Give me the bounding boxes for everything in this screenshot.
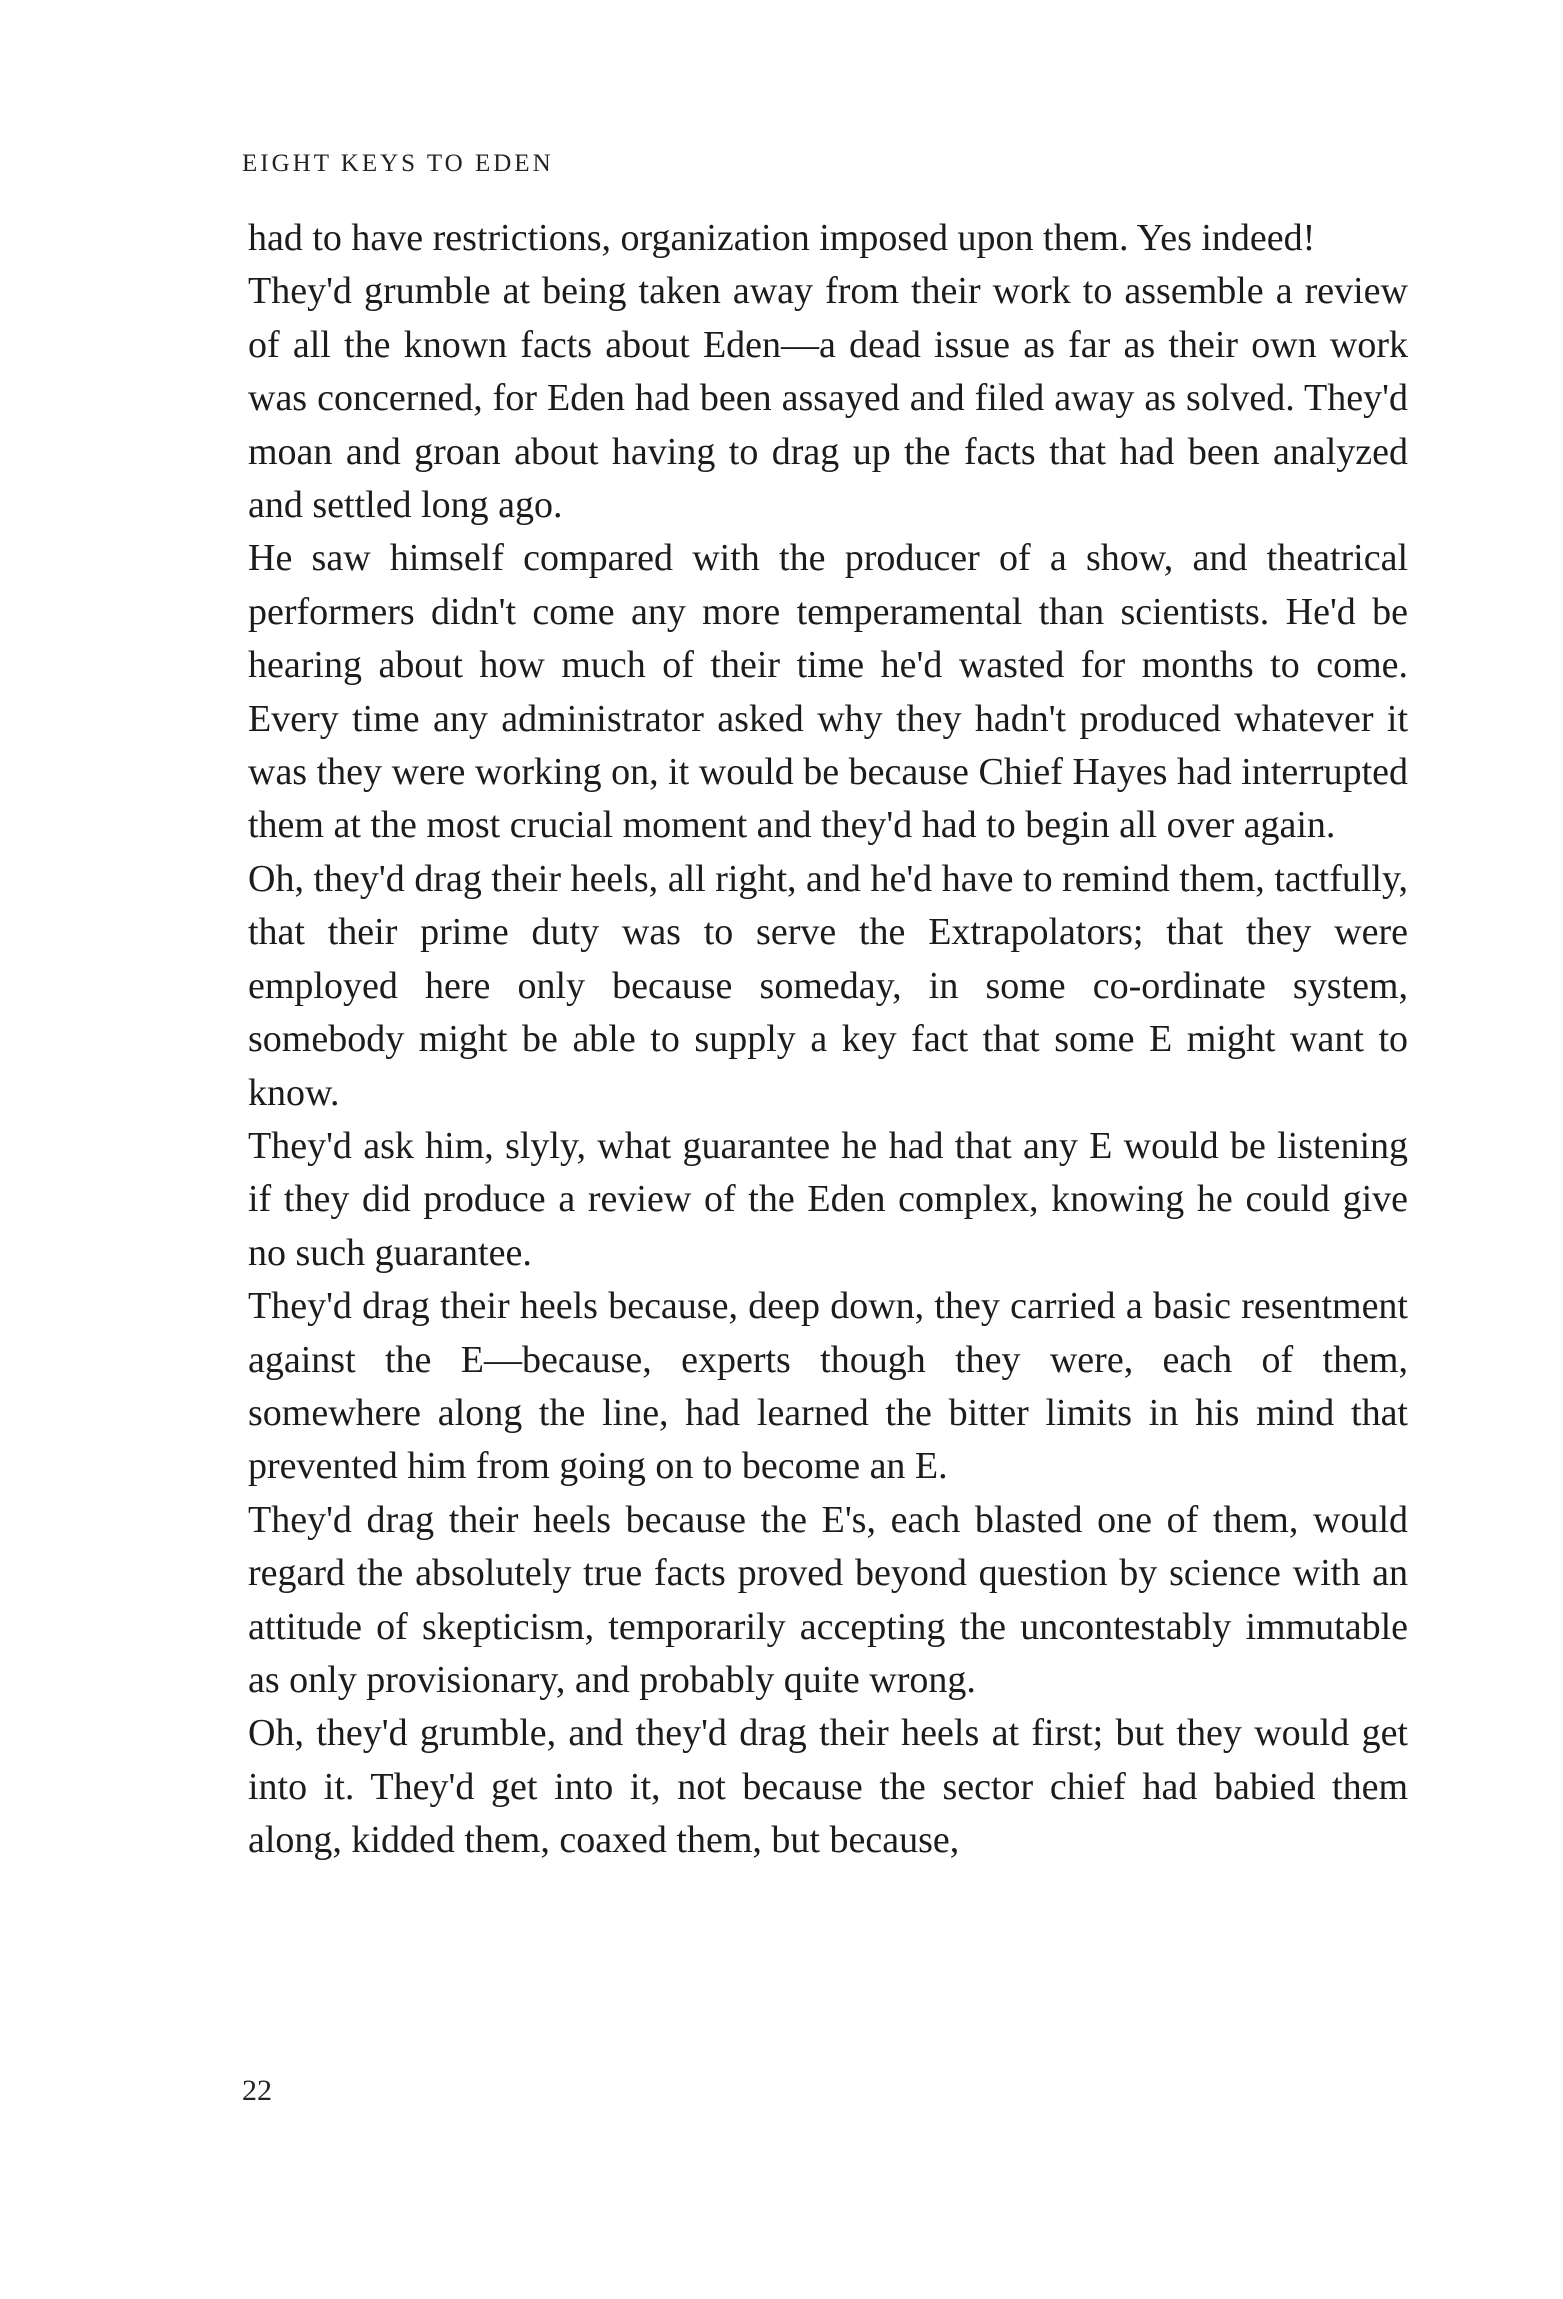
paragraph: Oh, they'd grumble, and they'd drag their heels at first; but they would get into it. They'd get into it, not because the sector chief had babied them along, kidded them, coaxed them, but because, bbox=[248, 1712, 1408, 1862]
paragraph: They'd ask him, slyly, what guarantee he had that any E would be listening if they did produce a review of the Eden complex, knowing he could give no such guarantee. bbox=[248, 1124, 1408, 1274]
paragraph: They'd drag their heels because, deep down, they carried a basic resentment against the E—because, experts though they were, each of them, somewhere along the line, had learned the bitter limits in his mind that prevented him from going on to become an E. bbox=[248, 1285, 1408, 1488]
body-text bbox=[248, 212, 1408, 1868]
page-number: 22 bbox=[242, 2074, 272, 2107]
paragraph: Oh, they'd drag their heels, all right, and he'd have to remind them, tactfully, that their prime duty was to serve the Extrapolators; that they were employed here only because someday, in some co-ordinate system, somebody might be able to supply a key fact that some E might want to know. bbox=[248, 857, 1408, 1114]
paragraph: They'd drag their heels because the E's, each blasted one of them, would regard the absolutely true facts proved beyond question by science with an attitude of skepticism, temporarily accepting the uncontestably immutable as only provisionary, and probably quite wrong. bbox=[248, 1498, 1408, 1701]
paragraph: They'd grumble at being taken away from their work to assemble a review of all the known facts about Eden—a dead issue as far as their own work was concerned, for Eden had been assayed and filed away as solved. They'd moan and groan about having to drag up the facts that had been analyzed and settled long ago. bbox=[248, 270, 1408, 527]
paragraph: He saw himself compared with the producer of a show, and theatrical performers didn't come any more temperamental than scientists. He'd be hearing about how much of their time he'd wasted for months to come. Every time any administrator asked why they hadn't produced whatever it was they were working on, it would be because Chief Hayes had interrupted them at the most crucial moment and they'd had to begin all over again. bbox=[248, 537, 1408, 847]
paragraph: had to have restrictions, organization imposed upon them. Yes indeed! bbox=[248, 217, 1316, 259]
running-head: EIGHT KEYS TO EDEN bbox=[242, 150, 554, 177]
